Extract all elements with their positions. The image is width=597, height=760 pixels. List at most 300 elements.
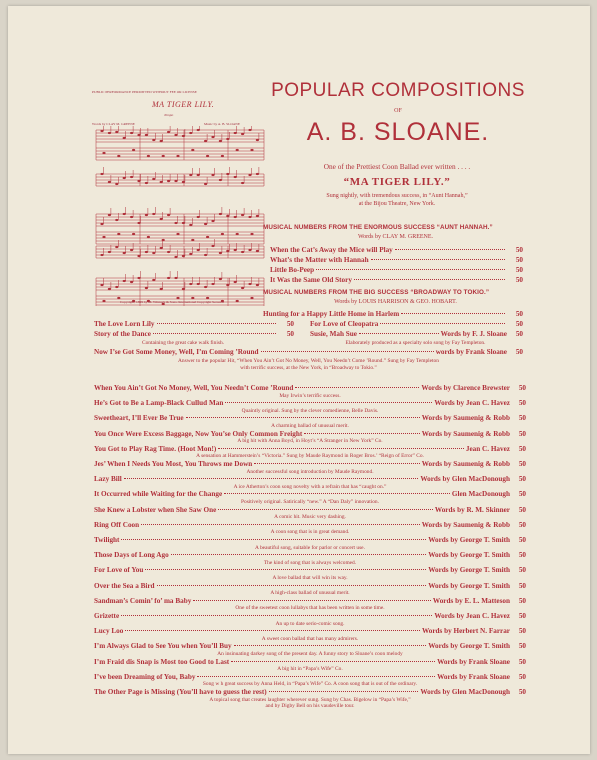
note-head: [206, 297, 209, 299]
note-head: [248, 283, 251, 285]
catalog-song-row: [94, 490, 526, 498]
note-head: [174, 134, 177, 136]
note-head: [123, 177, 126, 179]
song-price: 50: [518, 612, 526, 620]
song-title: Ring Off Coon: [94, 520, 140, 529]
featured-sub-line2: at the Bijou Theatre, New York.: [358, 201, 436, 207]
song-price: 50: [515, 276, 523, 284]
dot-leader: [124, 478, 419, 479]
song-price: 50: [518, 672, 526, 681]
song-price: 50: [518, 688, 526, 696]
song-title: Sandman’s Comin’ fo’ ma Baby: [94, 596, 192, 605]
note-head: [219, 252, 222, 254]
song-author: Jean C. Havez: [465, 444, 510, 453]
song-price: 50: [515, 310, 523, 318]
song-price: 50: [518, 460, 526, 468]
note-head: [115, 131, 118, 133]
score-excerpt: [92, 86, 268, 308]
music-staves: [92, 126, 268, 306]
note-head: [162, 239, 165, 241]
note-head: [236, 149, 239, 151]
song-price: 50: [518, 642, 526, 651]
song-author: Words by Saumenig & Robb: [421, 460, 510, 468]
note-head: [248, 216, 251, 218]
note-head: [174, 222, 177, 224]
note-head: [219, 278, 222, 280]
song-author: Words by Clarence Brewster: [421, 384, 510, 392]
note-head: [211, 220, 214, 222]
dot-leader: [141, 524, 420, 525]
note-head: [147, 236, 150, 238]
catalog-song-row: [94, 475, 526, 483]
note-head: [204, 223, 207, 225]
song-author: Words by Frank Sloane: [437, 657, 510, 666]
note-head: [189, 132, 192, 134]
catalog-song-note-2: and by Digby Bell on his vaudeville tour.: [265, 703, 355, 709]
note-head: [176, 155, 179, 157]
susie-note: Elaborately produced as a specialty solo song by Fay Templeton.: [345, 340, 486, 346]
dot-leader: [261, 351, 434, 352]
note-head: [130, 249, 133, 251]
song-author: Words by Jean C. Havez: [434, 612, 510, 620]
song-title: You Got to Play Rag Time. (Hoot Mon!): [94, 444, 217, 453]
catalog-song-note: Positively original. Satirically “new.” A “Dan Daly” innovation.: [241, 499, 379, 505]
header-popular-compositions: POPULAR COMPOSITIONS: [271, 80, 525, 101]
note-head: [108, 288, 111, 290]
note-head: [115, 183, 118, 185]
catalog-song-row: [94, 445, 526, 453]
catalog-song-row: [94, 551, 526, 559]
dot-leader: [197, 676, 435, 677]
note-head: [174, 256, 177, 258]
catalog-song-note: A love ballad that will win its way.: [272, 575, 348, 581]
note-head: [160, 218, 163, 220]
catalog-song-row: [94, 414, 526, 422]
score-words-by: Words by CLAY M. GREENE: [92, 122, 135, 126]
song-author: Words by Glen MacDonough: [420, 688, 510, 696]
note-head: [123, 280, 126, 282]
song-title: The Other Page is Missing (You’ll have to guess the rest): [94, 688, 267, 696]
note-head: [102, 300, 105, 302]
note-head: [145, 251, 148, 253]
note-head: [160, 247, 163, 249]
note-head: [115, 219, 118, 221]
note-head: [256, 215, 259, 217]
featured-sub-line1: Sung nightly, with tremendous success, in “Aunt Hannah,”: [326, 193, 468, 199]
song-title: The Love Lorn Lily: [94, 320, 155, 328]
song-price: 50: [518, 566, 526, 575]
song-author: Words by Jean C. Havez: [434, 399, 510, 408]
note-head: [108, 251, 111, 253]
note-head: [167, 214, 170, 216]
song-author: Words by George T. Smith: [428, 642, 510, 651]
catalog-song-row: [94, 658, 526, 666]
song-title: I’m Fraid dis Snap is Most too Good to Last: [94, 657, 230, 666]
score-tempo: Tempo: [164, 113, 174, 117]
aunt-hannah-song-row: [270, 246, 523, 254]
catalog-song-note: A charming ballad of unusual merit.: [271, 423, 349, 429]
song-author: Words by E. L. Matteson: [432, 596, 510, 605]
note-head: [100, 254, 103, 256]
dot-leader: [171, 554, 427, 555]
note-head: [226, 215, 229, 217]
note-head: [241, 251, 244, 253]
note-head: [137, 277, 140, 279]
catalog-song-note: An insinuating darkey song of the present day. A funny story to Sloane’s coon melody: [217, 651, 403, 657]
dot-leader: [295, 387, 419, 388]
song-author: Words by Glen MacDonough: [420, 475, 510, 484]
catalog-song-note: A coon song that is in great demand.: [270, 529, 350, 536]
header-composer-name: A. B. SLOANE.: [306, 118, 490, 146]
song-price: 50: [286, 320, 294, 328]
song-title: Sweetheart, I’ll Ever Be True: [94, 414, 184, 423]
note-head: [197, 174, 200, 176]
note-head: [167, 131, 170, 133]
note-head: [167, 180, 170, 182]
note-head: [221, 155, 224, 157]
note-head: [241, 214, 244, 216]
song-title: When the Cat’s Away the Mice will Play: [270, 246, 393, 254]
catalog-song-note: A sensation at Hammerstein’s “Victoria.” Sung by Maude Raymond in Roger Bros.’ “Reign of Error” Co.: [196, 453, 424, 460]
song-price: 50: [518, 657, 526, 666]
note-head: [123, 137, 126, 139]
note-head: [256, 139, 259, 141]
song-author: Words by George T. Smith: [428, 581, 510, 590]
note-head: [206, 236, 209, 238]
note-head: [152, 213, 155, 215]
note-head: [189, 253, 192, 255]
note-head: [145, 182, 148, 184]
dot-leader: [193, 600, 431, 601]
money-note-1: Answer to the popular Hit, “When You Ain’t Got No Money, Well, You Needn’t Come ’Round.” Sung by Fay Templeton: [178, 358, 439, 364]
broadway-pair-row-2-left: [94, 330, 294, 338]
song-author: Words by George T. Smith: [428, 566, 510, 575]
note-head: [234, 281, 237, 283]
song-author: Words by Saumenig & Robb: [421, 414, 510, 423]
catalog-song-row: [94, 642, 526, 650]
note-head: [204, 140, 207, 142]
song-price: 50: [518, 414, 526, 423]
note-head: [226, 250, 229, 252]
note-head: [250, 233, 253, 235]
note-head: [130, 216, 133, 218]
note-head: [191, 149, 194, 151]
note-head: [160, 140, 163, 142]
song-price: 50: [515, 348, 523, 356]
song-price: 50: [518, 596, 526, 605]
dot-leader: [121, 539, 426, 540]
song-title: He’s Got to Be a Lamp-Black Cullud Man: [94, 399, 224, 408]
score-title: MA TIGER LILY.: [152, 100, 215, 109]
dot-leader: [157, 585, 427, 586]
song-title: I’m Always Glad to See You when You’ll Buy: [94, 642, 232, 651]
note-head: [211, 174, 214, 176]
song-title: You Once Were Excess Baggage, Now You’se Only Common Freight: [94, 429, 303, 438]
aunt-hannah-song-row: [270, 276, 523, 284]
note-head: [250, 297, 253, 299]
note-head: [197, 216, 200, 218]
dot-leader: [254, 463, 419, 464]
note-head: [115, 286, 118, 288]
catalog-song-note: A high-class ballad of unusual merit.: [270, 590, 350, 597]
note-head: [197, 129, 200, 131]
note-head: [160, 288, 163, 290]
note-head: [108, 132, 111, 134]
catalog-song-row: [94, 582, 526, 590]
note-head: [197, 283, 200, 285]
catalog-song-row: [94, 612, 526, 620]
aunt-hannah-words-by: Words by CLAY M. GREENE.: [357, 234, 434, 240]
song-title: For Love of Cleopatra: [310, 320, 379, 328]
score-copyright: Copyright, 1899 by M. Witmark & Sons. International Copyright Secured.: [120, 300, 225, 304]
note-head: [182, 135, 185, 137]
note-head: [234, 176, 237, 178]
note-head: [206, 155, 209, 157]
note-head: [100, 223, 103, 225]
dot-leader: [224, 493, 450, 494]
note-head: [189, 174, 192, 176]
song-title: It Was the Same Old Story: [270, 276, 352, 284]
note-head: [248, 129, 251, 131]
dot-leader: [145, 569, 426, 570]
note-head: [108, 181, 111, 183]
dot-leader: [395, 249, 505, 250]
note-head: [130, 281, 133, 283]
note-head: [137, 255, 140, 257]
note-head: [100, 173, 103, 175]
note-head: [137, 180, 140, 182]
note-head: [211, 245, 214, 247]
featured-title: “MA TIGER LILY.”: [343, 176, 451, 188]
note-head: [189, 224, 192, 226]
song-author: Words by R. M. Skinner: [434, 505, 510, 514]
song-title: Over the Sea a Bird: [94, 581, 155, 590]
note-head: [162, 155, 165, 157]
note-head: [152, 252, 155, 254]
song-title: Hunting for a Happy Little Home in Harlem: [263, 310, 400, 318]
note-head: [176, 297, 179, 299]
note-head: [147, 155, 150, 157]
note-head: [236, 233, 239, 235]
song-title: Lazy Bill: [94, 475, 122, 484]
note-head: [248, 174, 251, 176]
note-head: [221, 233, 224, 235]
dot-leader: [304, 433, 419, 434]
note-head: [176, 233, 179, 235]
song-author: Words by George T. Smith: [428, 536, 510, 544]
note-head: [234, 249, 237, 251]
note-head: [211, 283, 214, 285]
note-head: [152, 279, 155, 281]
song-price: 50: [518, 384, 526, 392]
note-head: [117, 155, 120, 157]
catalog-song-note: One of the sweetest coon lullabys that has been written in some time.: [235, 605, 385, 612]
note-head: [241, 133, 244, 135]
note-head: [204, 254, 207, 256]
dot-leader: [380, 323, 505, 324]
song-title: Story of the Dance: [94, 330, 151, 338]
note-head: [241, 182, 244, 184]
catalog-song-note: A beautiful song, suitable for parlor or concert use.: [255, 544, 365, 551]
note-head: [219, 140, 222, 142]
song-title: She Knew a Lobster when She Saw One: [94, 505, 217, 514]
catalog-song-row: [94, 566, 526, 574]
catalog-song-note: May Irwin’s terrific success.: [279, 392, 341, 399]
catalog-song-row: [94, 688, 526, 696]
song-price: 50: [518, 490, 526, 499]
score-music-by: Music by A. B. SLOANE: [204, 122, 240, 126]
song-price: 50: [518, 520, 526, 529]
note-head: [137, 134, 140, 136]
note-head: [145, 134, 148, 136]
song-author: words by Frank Sloane: [435, 348, 507, 356]
song-title: When You Ain’t Got No Money, Well, You Needn’t Come ’Round: [94, 384, 294, 392]
catalog-song-note: Another successful song introduction by Maude Raymond.: [246, 468, 374, 475]
money-note-2: with terrific success, at the New York, in “Broadway to Tokio.”: [240, 365, 377, 371]
note-head: [189, 283, 192, 285]
dot-leader: [269, 691, 419, 692]
note-head: [117, 297, 120, 299]
song-author: Words by Saumenig & Robb: [421, 520, 510, 529]
dot-leader: [401, 313, 505, 314]
song-title: Grizette: [94, 612, 120, 620]
note-head: [123, 252, 126, 254]
dot-leader: [218, 448, 464, 449]
song-price: 50: [518, 399, 526, 408]
featured-sub: [266, 192, 528, 208]
note-head: [130, 176, 133, 178]
song-title: Susie, Mah Sue: [310, 330, 357, 338]
note-head: [130, 132, 133, 134]
broadway-pair-row-2-right: [310, 330, 523, 338]
dot-leader: [234, 645, 427, 646]
note-head: [219, 213, 222, 215]
note-head: [226, 284, 229, 286]
song-price: 50: [515, 246, 523, 254]
song-title: Little Bo-Peep: [270, 266, 315, 274]
note-head: [250, 149, 253, 151]
song-price: 50: [518, 551, 526, 560]
catalog-song-row: [94, 597, 526, 605]
song-price: 50: [518, 581, 526, 590]
song-price: 50: [515, 320, 523, 328]
song-author: Words by Herbert N. Farrar: [421, 627, 510, 636]
note-head: [256, 173, 259, 175]
note-head: [145, 287, 148, 289]
catalog-song-row: [94, 627, 526, 635]
song-title: For Love of You: [94, 566, 144, 575]
note-head: [219, 179, 222, 181]
song-title: What’s the Matter with Hannah: [270, 256, 369, 264]
song-price: 50: [518, 536, 526, 544]
note-head: [102, 152, 105, 154]
song-author: Glen MacDonough: [451, 490, 510, 499]
dot-leader: [153, 333, 276, 334]
note-head: [256, 250, 259, 252]
note-head: [226, 173, 229, 175]
note-head: [204, 183, 207, 185]
song-price: 50: [518, 505, 526, 514]
broadway-pair-row-1-left: [94, 320, 294, 328]
broadway-hunting-row: [263, 310, 523, 318]
note-head: [167, 251, 170, 253]
note-head: [191, 239, 194, 241]
note-head: [132, 149, 135, 151]
note-head: [100, 130, 103, 132]
song-title: Now I’se Got Some Money, Well, I’m Coming ’Round: [94, 348, 259, 356]
song-price: 50: [515, 256, 523, 264]
note-head: [236, 300, 239, 302]
note-head: [248, 249, 251, 251]
dot-leader: [218, 509, 433, 510]
catalog-song-note: A big hit with Anna Boyd, in Hoyt’s “A Stranger in New York” Co.: [237, 438, 383, 445]
note-head: [100, 284, 103, 286]
catalog-song-note: A ice Atherton’s coon song novelty with a refrain that has “caught on.”: [233, 483, 387, 490]
note-head: [117, 233, 120, 235]
song-title: Lucy Loo: [94, 627, 124, 636]
note-head: [102, 236, 105, 238]
catalog-song-note: An up to date serio-comic song.: [275, 620, 345, 627]
note-head: [191, 297, 194, 299]
song-author: Words by F. J. Sloane: [440, 330, 507, 338]
dot-leader: [316, 269, 505, 270]
song-title: Twilight: [94, 536, 120, 544]
note-head: [152, 178, 155, 180]
score-tiny-header: PUBLIC PERFORMANCE PERMITTED WITHOUT FEE OR LICENSE: [92, 90, 197, 94]
catalog-song-note: Song w h great success by Anna Held, in “Papa’s Wife” Co. A coon song that is out of the ordinary.: [202, 681, 418, 688]
note-head: [211, 136, 214, 138]
dot-leader: [354, 279, 505, 280]
song-price: 50: [518, 444, 526, 453]
dot-leader: [225, 402, 432, 403]
note-head: [132, 233, 135, 235]
featured-intro: One of the Prettiest Coon Ballad ever written . . . .: [323, 162, 471, 171]
dance-note: Containing the great cake walk finish.: [141, 340, 225, 346]
catalog-song-note: A big hit in “Papa’s Wife” Co.: [277, 666, 343, 673]
song-title: It Occurred while Waiting for the Change: [94, 490, 223, 499]
header-of: OF: [394, 108, 402, 114]
note-head: [152, 139, 155, 141]
song-title: Jes’ When I Needs You Most, You Throws me Down: [94, 460, 253, 468]
catalog-song-row: [94, 521, 526, 529]
note-head: [197, 249, 200, 251]
song-price: 50: [518, 475, 526, 484]
aunt-hannah-heading: MUSICAL NUMBERS FROM THE ENORMOUS SUCCESS “AUNT HANNAH.”: [263, 224, 493, 231]
song-title: I’ve been Dreaming of You, Baby: [94, 672, 196, 681]
catalog-song-row: [94, 460, 526, 468]
note-head: [145, 214, 148, 216]
broadway-heading: MUSICAL NUMBERS FROM THE BIG SUCCESS “BROADWAY TO TOKIO.”: [263, 289, 490, 296]
catalog-song-note: Quaintly original. Sung by the clever comedienne, Belle Davis.: [241, 407, 379, 414]
song-price: 50: [518, 627, 526, 636]
aunt-hannah-song-row: [270, 266, 523, 274]
catalog-song-row: [94, 430, 526, 438]
catalog-song-note: A sweet coon ballad that has many admirers.: [261, 635, 359, 642]
song-price: 50: [286, 330, 294, 338]
song-price: 50: [515, 266, 523, 274]
catalog-song-row: [94, 536, 526, 544]
note-head: [174, 277, 177, 279]
broadway-words-by: Words by LOUIS HARRISON & GEO. HOBART.: [334, 299, 457, 305]
note-head: [108, 214, 111, 216]
catalog-song-row: [94, 506, 526, 514]
catalog-song-note: A topical song that creates laughter wherever sung. Sung by Chas. Bigelow in “Papa’s Wife,”: [209, 696, 411, 703]
note-head: [256, 284, 259, 286]
note-head: [234, 216, 237, 218]
note-head: [204, 286, 207, 288]
note-head: [137, 222, 140, 224]
note-head: [182, 288, 185, 290]
